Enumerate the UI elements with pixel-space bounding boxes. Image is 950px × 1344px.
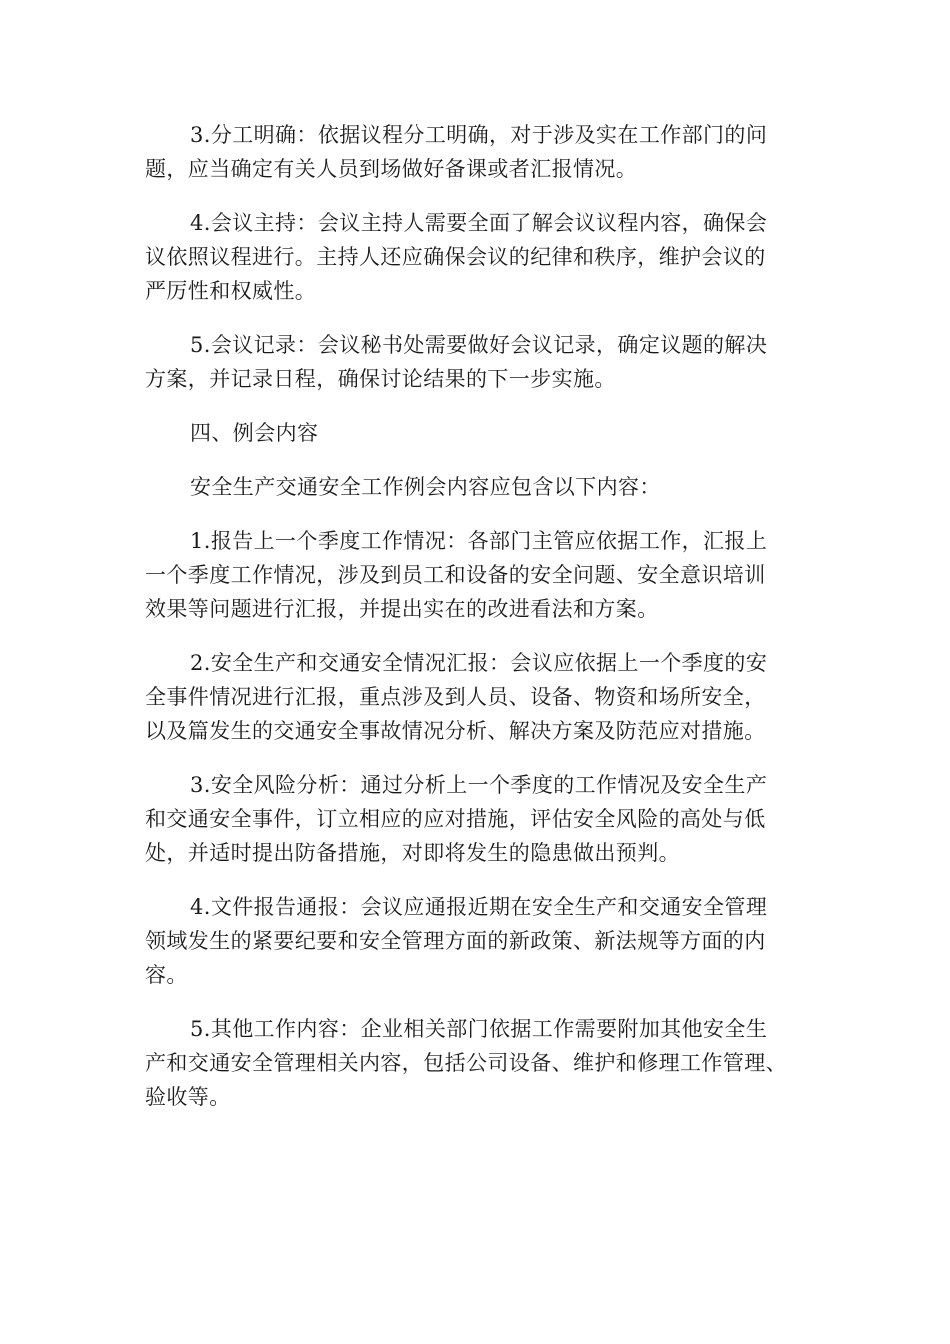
paragraph-line: 题，应当确定有关人员到场做好备课或者汇报情况。 [145, 157, 638, 181]
section-heading: 四、例会内容 [190, 421, 319, 445]
paragraph-line: 一个季度工作情况，涉及到员工和设备的安全问题、安全意识培训 [145, 563, 766, 587]
paragraph-line: 5.其他工作内容：企业相关部门依据工作需要附加其他安全生 [190, 1017, 768, 1041]
paragraph-line: 效果等问题进行汇报，并提出实在的改进看法和方案。 [145, 597, 659, 621]
paragraph-meeting-chair [145, 206, 795, 308]
paragraph-line: 4.文件报告通报：会议应通报近期在安全生产和交通安全管理 [190, 895, 768, 919]
paragraph-meeting-record [145, 328, 795, 396]
paragraph-line: 议依照议程进行。主持人还应确保会议的纪律和秩序，维护会议的 [145, 245, 766, 269]
paragraph-line: 2.安全生产和交通安全情况汇报：会议应依据上一个季度的安 [190, 651, 768, 675]
paragraph-line: 5.会议记录：会议秘书处需要做好会议记录，确定议题的解决 [190, 333, 768, 357]
paragraph-line: 处，并适时提出防备措施，对即将发生的隐患做出预判。 [145, 841, 680, 865]
paragraph-line: 3.安全风险分析：通过分析上一个季度的工作情况及安全生产 [190, 773, 768, 797]
paragraph-line: 3.分工明确：依据议程分工明确，对于涉及实在工作部门的问 [190, 123, 768, 147]
list-item-other-work [145, 1012, 795, 1114]
paragraph-division-of-work [145, 118, 795, 186]
list-item-safety-report [145, 646, 795, 748]
paragraph-line: 验收等。 [145, 1085, 231, 1109]
paragraph-line: 全事件情况进行汇报，重点涉及到人员、设备、物资和场所安全， [145, 685, 766, 709]
paragraph-line: 领域发生的紧要纪要和安全管理方面的新政策、新法规等方面的内 [145, 929, 766, 953]
section-intro: 安全生产交通安全工作例会内容应包含以下内容： [190, 475, 661, 499]
paragraph-line: 严厉性和权威性。 [145, 279, 317, 303]
paragraph-line: 1.报告上一个季度工作情况：各部门主管应依据工作，汇报上 [190, 529, 768, 553]
paragraph-line: 以及篇发生的交通安全事故情况分析、解决方案及防范应对措施。 [145, 719, 766, 743]
paragraph-line: 和交通安全事件，订立相应的应对措施，评估安全风险的高处与低 [145, 807, 766, 831]
paragraph-line: 方案，并记录日程，确保讨论结果的下一步实施。 [145, 367, 616, 391]
paragraph-line: 4.会议主持：会议主持人需要全面了解会议议程内容，确保会 [190, 211, 768, 235]
list-item-risk-analysis [145, 768, 795, 870]
paragraph-line: 产和交通安全管理相关内容，包括公司设备、维护和修理工作管理、 [145, 1051, 787, 1075]
paragraph-line: 容。 [145, 963, 188, 987]
list-item-quarter-report [145, 524, 795, 626]
list-item-document-notice [145, 890, 795, 992]
document-page [145, 118, 795, 1134]
